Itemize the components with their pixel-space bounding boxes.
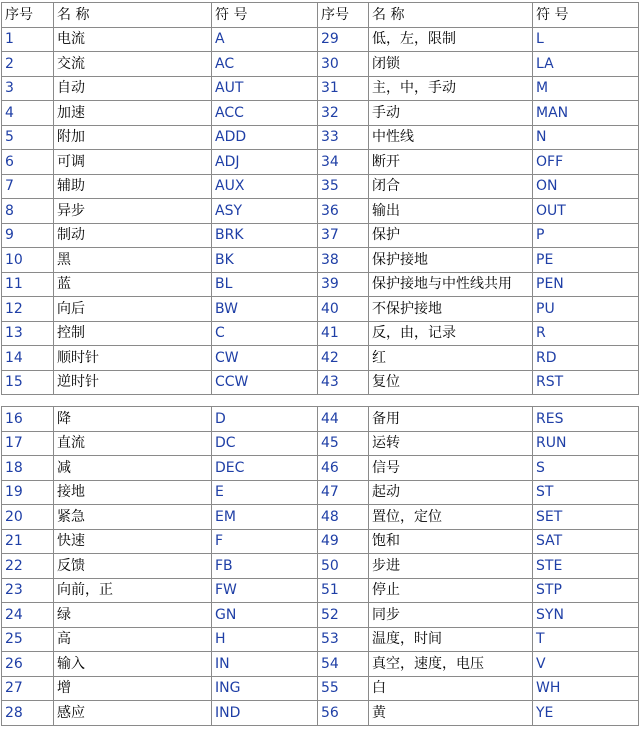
symbol-cell: AC [212,52,318,77]
symbol-cell: CW [212,346,318,371]
table-row [2,174,639,199]
name-cell: 绿 [54,603,212,628]
table-row [2,272,639,297]
seq-cell: 6 [2,150,54,175]
seq-cell: 16 [2,407,54,432]
seq-cell: 14 [2,346,54,371]
name-cell: 高 [54,627,212,652]
name-cell: 置位，定位 [369,505,533,530]
seq-cell: 30 [318,52,369,77]
symbol-cell: DC [212,431,318,456]
name-cell: 电流 [54,27,212,52]
header-seq: 序号 [2,3,54,28]
name-cell: 可调 [54,150,212,175]
seq-cell: 31 [318,76,369,101]
symbol-cell: RST [533,370,639,395]
symbol-cell: ADD [212,125,318,150]
seq-cell: 28 [2,701,54,726]
symbol-cell: SET [533,505,639,530]
seq-cell: 21 [2,529,54,554]
symbol-cell: ON [533,174,639,199]
seq-cell: 45 [318,431,369,456]
name-cell: 蓝 [54,272,212,297]
table-row [2,652,639,677]
name-cell: 辅助 [54,174,212,199]
symbol-cell: ING [212,676,318,701]
symbol-cell: F [212,529,318,554]
seq-cell: 56 [318,701,369,726]
seq-cell: 26 [2,652,54,677]
header-seq: 序号 [318,3,369,28]
header-name: 名 称 [54,3,212,28]
seq-cell: 12 [2,297,54,322]
name-cell: 保护 [369,223,533,248]
table-row [2,76,639,101]
seq-cell: 40 [318,297,369,322]
name-cell: 步进 [369,554,533,579]
seq-cell: 44 [318,407,369,432]
name-cell: 中性线 [369,125,533,150]
symbol-cell: SYN [533,603,639,628]
symbol-cell: AUX [212,174,318,199]
name-cell: 增 [54,676,212,701]
symbol-cell: V [533,652,639,677]
seq-cell: 5 [2,125,54,150]
table-row [2,101,639,126]
symbol-table-part-2 [1,406,639,726]
name-cell: 输出 [369,199,533,224]
symbol-cell: IN [212,652,318,677]
table-row [2,150,639,175]
symbol-cell: H [212,627,318,652]
name-cell: 减 [54,456,212,481]
name-cell: 保护接地与中性线共用 [369,272,533,297]
symbol-cell: BL [212,272,318,297]
symbol-cell: EM [212,505,318,530]
table-row [2,52,639,77]
name-cell: 直流 [54,431,212,456]
seq-cell: 24 [2,603,54,628]
name-cell: 主，中，手动 [369,76,533,101]
symbol-cell: ASY [212,199,318,224]
symbol-cell: PU [533,297,639,322]
seq-cell: 35 [318,174,369,199]
symbol-cell: RES [533,407,639,432]
table-row [2,627,639,652]
name-cell: 顺时针 [54,346,212,371]
seq-cell: 53 [318,627,369,652]
table-row [2,27,639,52]
name-cell: 红 [369,346,533,371]
name-cell: 输入 [54,652,212,677]
table-row [2,676,639,701]
symbol-cell: OUT [533,199,639,224]
name-cell: 温度，时间 [369,627,533,652]
seq-cell: 50 [318,554,369,579]
seq-cell: 13 [2,321,54,346]
seq-cell: 4 [2,101,54,126]
table-row [2,297,639,322]
table-row [2,125,639,150]
table-row [2,456,639,481]
seq-cell: 29 [318,27,369,52]
seq-cell: 15 [2,370,54,395]
name-cell: 控制 [54,321,212,346]
symbol-cell: D [212,407,318,432]
name-cell: 低，左，限制 [369,27,533,52]
seq-cell: 8 [2,199,54,224]
name-cell: 逆时针 [54,370,212,395]
table-row [2,554,639,579]
symbol-cell: FB [212,554,318,579]
header-row [2,3,639,28]
name-cell: 信号 [369,456,533,481]
table-row [2,346,639,371]
name-cell: 加速 [54,101,212,126]
seq-cell: 7 [2,174,54,199]
symbol-cell: STP [533,578,639,603]
seq-cell: 32 [318,101,369,126]
symbol-cell: STE [533,554,639,579]
symbol-cell: E [212,480,318,505]
seq-cell: 17 [2,431,54,456]
seq-cell: 55 [318,676,369,701]
name-cell: 反，由，记录 [369,321,533,346]
symbol-cell: GN [212,603,318,628]
name-cell: 异步 [54,199,212,224]
name-cell: 起动 [369,480,533,505]
seq-cell: 42 [318,346,369,371]
seq-cell: 11 [2,272,54,297]
name-cell: 紧急 [54,505,212,530]
name-cell: 白 [369,676,533,701]
symbol-cell: R [533,321,639,346]
symbol-cell: N [533,125,639,150]
seq-cell: 22 [2,554,54,579]
name-cell: 手动 [369,101,533,126]
seq-cell: 27 [2,676,54,701]
name-cell: 运转 [369,431,533,456]
symbol-cell: SAT [533,529,639,554]
name-cell: 制动 [54,223,212,248]
seq-cell: 39 [318,272,369,297]
symbol-cell: RUN [533,431,639,456]
symbol-cell: ST [533,480,639,505]
symbol-cell: OFF [533,150,639,175]
name-cell: 黄 [369,701,533,726]
symbol-cell: A [212,27,318,52]
seq-cell: 46 [318,456,369,481]
name-cell: 备用 [369,407,533,432]
symbol-cell: RD [533,346,639,371]
table-row [2,529,639,554]
seq-cell: 33 [318,125,369,150]
seq-cell: 18 [2,456,54,481]
symbol-cell: BRK [212,223,318,248]
header-symbol: 符 号 [212,3,318,28]
symbol-cell: WH [533,676,639,701]
symbol-cell: MAN [533,101,639,126]
seq-cell: 3 [2,76,54,101]
seq-cell: 19 [2,480,54,505]
symbol-cell: IND [212,701,318,726]
seq-cell: 51 [318,578,369,603]
table-row [2,431,639,456]
name-cell: 快速 [54,529,212,554]
symbol-cell: LA [533,52,639,77]
symbol-cell: P [533,223,639,248]
table-row [2,199,639,224]
table-row [2,505,639,530]
seq-cell: 54 [318,652,369,677]
name-cell: 接地 [54,480,212,505]
table-row [2,603,639,628]
table-row [2,223,639,248]
symbol-cell: PEN [533,272,639,297]
table-row [2,407,639,432]
symbol-cell: YE [533,701,639,726]
symbol-cell: FW [212,578,318,603]
symbol-cell: S [533,456,639,481]
table-row [2,701,639,726]
seq-cell: 36 [318,199,369,224]
name-cell: 饱和 [369,529,533,554]
seq-cell: 1 [2,27,54,52]
table-row [2,321,639,346]
table-row [2,480,639,505]
symbol-cell: T [533,627,639,652]
name-cell: 反馈 [54,554,212,579]
name-cell: 闭合 [369,174,533,199]
seq-cell: 43 [318,370,369,395]
symbol-table-part-1 [1,2,639,395]
name-cell: 停止 [369,578,533,603]
name-cell: 保护接地 [369,248,533,273]
seq-cell: 2 [2,52,54,77]
seq-cell: 9 [2,223,54,248]
name-cell: 向后 [54,297,212,322]
seq-cell: 52 [318,603,369,628]
name-cell: 感应 [54,701,212,726]
table-row [2,248,639,273]
symbol-cell: ACC [212,101,318,126]
name-cell: 真空，速度，电压 [369,652,533,677]
seq-cell: 25 [2,627,54,652]
header-symbol: 符 号 [533,3,639,28]
seq-cell: 20 [2,505,54,530]
name-cell: 不保护接地 [369,297,533,322]
name-cell: 同步 [369,603,533,628]
name-cell: 降 [54,407,212,432]
symbol-cell: BW [212,297,318,322]
seq-cell: 48 [318,505,369,530]
symbol-cell: BK [212,248,318,273]
table-row [2,578,639,603]
name-cell: 自动 [54,76,212,101]
name-cell: 向前，正 [54,578,212,603]
name-cell: 断开 [369,150,533,175]
seq-cell: 37 [318,223,369,248]
symbol-cell: C [212,321,318,346]
seq-cell: 47 [318,480,369,505]
name-cell: 闭锁 [369,52,533,77]
symbol-cell: ADJ [212,150,318,175]
seq-cell: 10 [2,248,54,273]
name-cell: 复位 [369,370,533,395]
seq-cell: 23 [2,578,54,603]
name-cell: 附加 [54,125,212,150]
symbol-cell: M [533,76,639,101]
header-name: 名 称 [369,3,533,28]
seq-cell: 34 [318,150,369,175]
name-cell: 交流 [54,52,212,77]
symbol-cell: AUT [212,76,318,101]
seq-cell: 49 [318,529,369,554]
symbol-cell: PE [533,248,639,273]
seq-cell: 38 [318,248,369,273]
symbol-cell: L [533,27,639,52]
seq-cell: 41 [318,321,369,346]
symbol-cell: DEC [212,456,318,481]
symbol-cell: CCW [212,370,318,395]
table-row [2,370,639,395]
name-cell: 黑 [54,248,212,273]
